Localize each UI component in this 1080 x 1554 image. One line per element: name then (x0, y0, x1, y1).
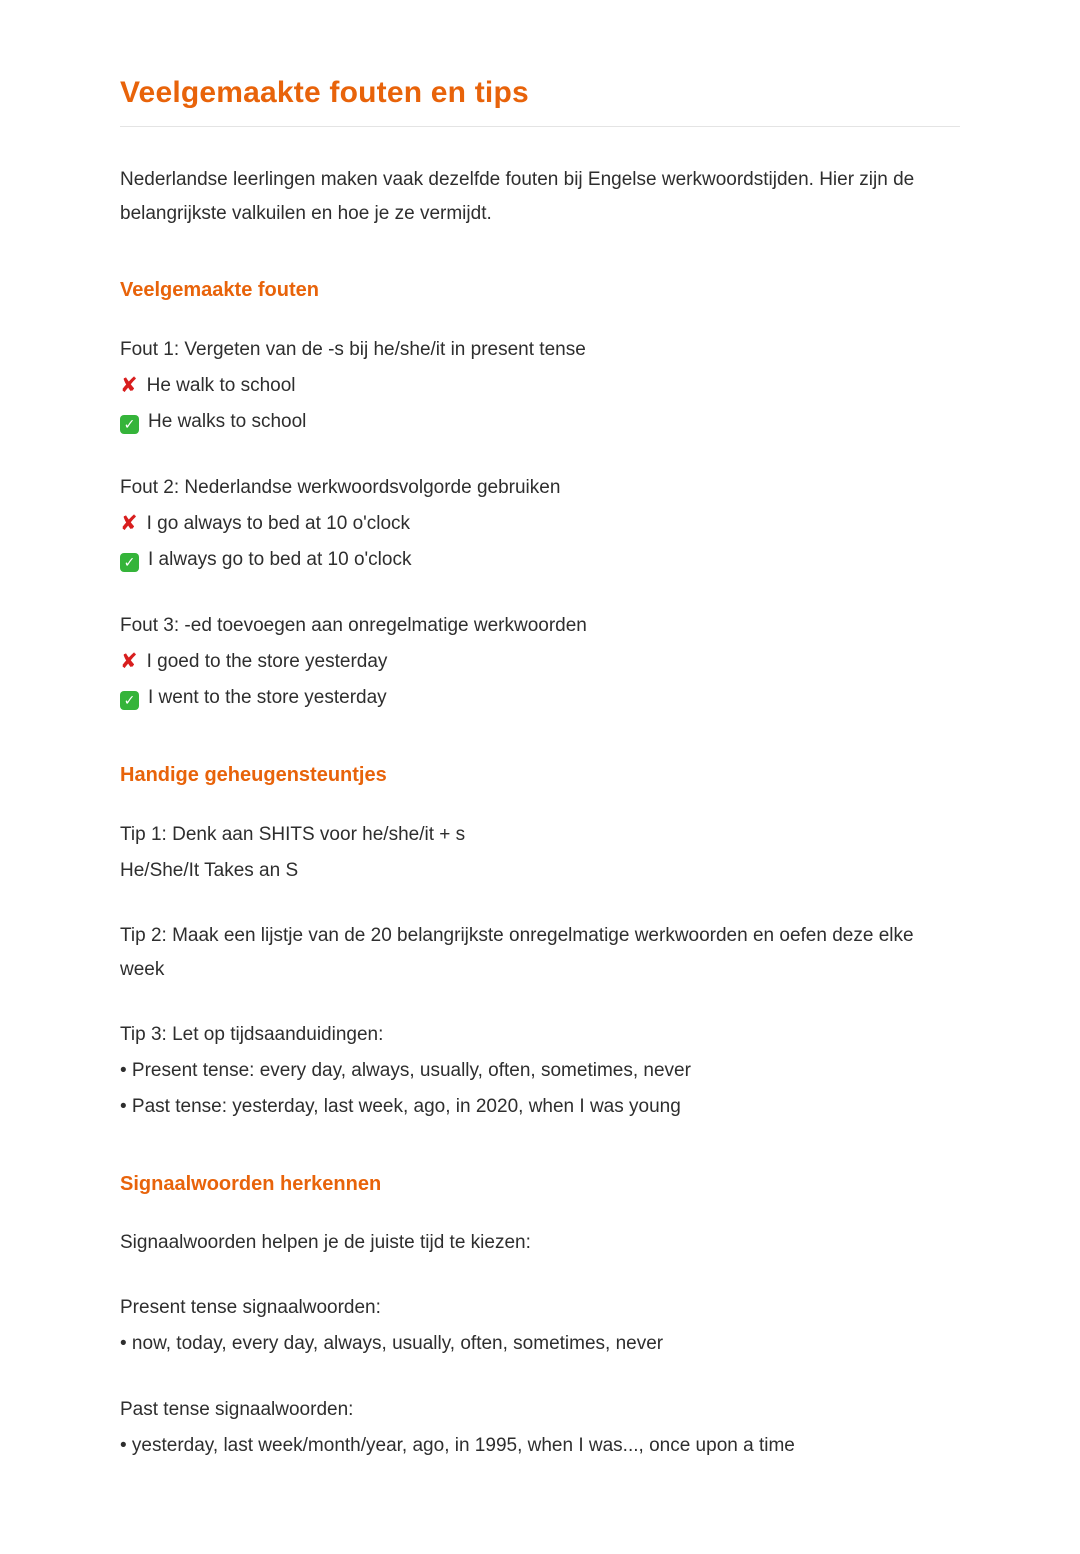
correct-example-text: He walks to school (148, 411, 307, 432)
signaalwoorden-intro: Signaalwoorden helpen je de juiste tijd te kiezen: (120, 1232, 531, 1253)
wrong-example-line (120, 644, 960, 680)
check-mark-icon: ✓ (120, 553, 139, 572)
present-tense-bullet: • now, today, every day, always, usually, often, sometimes, never (120, 1333, 664, 1354)
wrong-example-text: I go always to bed at 10 o'clock (146, 513, 411, 534)
check-mark-icon: ✓ (120, 691, 139, 710)
fout-block-2 (120, 470, 960, 578)
fout-title: Fout 2: Nederlandse werkwoordsvolgorde gebruiken (120, 477, 561, 498)
cross-mark-icon: ✘ (120, 374, 138, 397)
page-title: Veelgemaakte fouten en tips (120, 76, 529, 109)
past-tense-block (120, 1392, 960, 1464)
fout-title: Fout 1: Vergeten van de -s bij he/she/it in present tense (120, 339, 586, 360)
section-heading-signaalwoorden: Signaalwoorden herkennen (120, 1173, 382, 1195)
fout-block-1 (120, 332, 960, 440)
correct-example-line (120, 542, 960, 578)
section-heading-fouten: Veelgemaakte fouten (120, 279, 319, 301)
fout-title: Fout 3: -ed toevoegen aan onregelmatige werkwoorden (120, 615, 587, 636)
tip-block-3 (120, 1017, 960, 1125)
correct-example-line (120, 404, 960, 440)
fout-block-3 (120, 608, 960, 716)
intro-paragraph: Nederlandse leerlingen maken vaak dezelfde fouten bij Engelse werkwoordstijden. Hier zijn de belangrijkste valkuilen en hoe je ze vermijdt. (120, 169, 915, 224)
tip-bullet: • Past tense: yesterday, last week, ago, in 2020, when I was young (120, 1096, 681, 1117)
correct-example-line (120, 680, 960, 716)
tip-body: He/She/It Takes an S (120, 860, 299, 881)
tip-block-1 (120, 817, 960, 889)
section-heading-tips: Handige geheugensteuntjes (120, 764, 387, 786)
correct-example-text: I went to the store yesterday (148, 687, 387, 708)
tip-block-2: Tip 2: Maak een lijstje van de 20 belangrijkste onregelmatige werkwoorden en oefen deze elke week (120, 925, 914, 980)
cross-mark-icon: ✘ (120, 512, 138, 535)
tip-bullet: • Present tense: every day, always, usually, often, sometimes, never (120, 1060, 691, 1081)
present-tense-title: Present tense signaalwoorden: (120, 1297, 381, 1318)
present-tense-block (120, 1290, 960, 1362)
wrong-example-text: I goed to the store yesterday (146, 651, 388, 672)
cross-mark-icon: ✘ (120, 650, 138, 673)
title-divider (120, 126, 960, 127)
tip-title: Tip 3: Let op tijdsaanduidingen: (120, 1024, 384, 1045)
check-mark-icon: ✓ (120, 415, 139, 434)
wrong-example-line (120, 506, 960, 542)
past-tense-bullet: • yesterday, last week/month/year, ago, in 1995, when I was..., once upon a time (120, 1435, 795, 1456)
wrong-example-line (120, 368, 960, 404)
correct-example-text: I always go to bed at 10 o'clock (148, 549, 412, 570)
past-tense-title: Past tense signaalwoorden: (120, 1399, 354, 1420)
wrong-example-text: He walk to school (146, 375, 296, 396)
tip-title: Tip 1: Denk aan SHITS voor he/she/it + s (120, 824, 466, 845)
